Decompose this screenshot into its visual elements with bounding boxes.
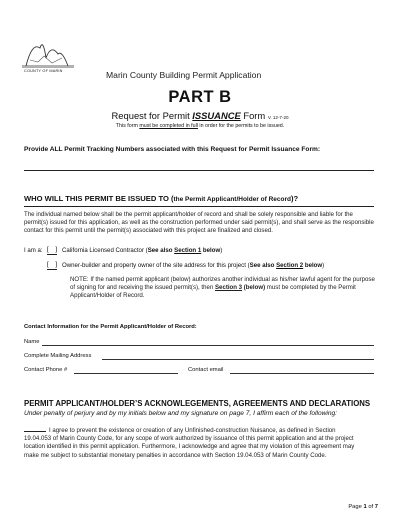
subtitle-emphasis: ISSUANCE [192,110,241,121]
who-heading-end: )? [291,194,299,203]
owner-builder-option-label [62,262,324,269]
subtitle-suffix: Form [240,110,266,121]
who-heading [24,194,298,203]
email-field[interactable] [230,373,374,374]
form-version: V. 12-7-20 [267,115,289,120]
must-prefix: This form [115,123,140,129]
who-description: The individual named below shall be the permit applicant/holder of record and shall be solely responsible and liable for the permit(s) issued for this application, as well as the construction performed under said permit(s), and shall serve as the responsible contact for this permit until the permit(s) associated with this project are finalized and closed. [24,211,374,235]
initials-field[interactable] [24,425,46,432]
option1-section-link[interactable]: Section 1 [174,247,202,254]
note-section-link[interactable]: Section 3 [214,284,243,292]
email-label: Contact email [188,367,224,373]
option2-bold: See also [249,262,277,269]
page-total: 7 [374,504,378,510]
option1-tail: below [201,247,221,254]
option2-tail: below [303,262,323,269]
completion-notice [0,123,400,129]
name-label: Name [24,339,40,345]
must-underlined: must be completed in full [139,123,198,129]
ack-heading: PERMIT APPLICANT/HOLDER’S ACKNOWLEGEMENTS, AGREEMENTS AND DECLARATIONS [24,399,371,408]
page-indicator [348,504,378,510]
contractor-option-label [62,247,222,254]
option1-text: California Licensed Contractor ( [62,247,148,254]
part-heading: PART B [168,88,232,106]
name-field[interactable] [42,345,374,346]
must-suffix: in order for the permits to be issued. [197,123,285,129]
phone-label: Contact Phone # [24,367,68,373]
tracking-prompt: Provide ALL Permit Tracking Numbers associated with this Request for Permit Issuance Form: [24,146,321,153]
note-bold: (below) [242,284,266,292]
ack-subheading: Under penalty of perjury and by my initials below and my signature on page 7, I affirm each of the following: [24,410,338,417]
agent-note [70,276,375,301]
contact-title: Contact Information for the Permit Applicant/Holder of Record: [24,324,197,330]
note-text-end: must be completed by the Permit Applicant/Holder of Record. [70,284,356,300]
who-heading-main: WHO WILL THIS PERMIT BE ISSUED TO ( [24,194,174,203]
address-field[interactable] [102,359,374,360]
owner-builder-checkbox[interactable] [47,262,57,270]
iam-label: I am a: [24,247,43,254]
ack-paragraph [24,425,364,460]
form-subtitle [0,110,400,121]
note-text: NOTE: If the named permit applicant (below) authorizes another individual as his/her lawful agent for the purpose of signing for and receiving the issued permit(s), then [70,276,375,292]
subtitle-prefix: Request for Permit [111,110,193,121]
section-divider [24,206,374,207]
option1-bold: See also [147,247,175,254]
logo-caption: COUNTY OF MARIN [24,69,63,73]
option1-end: ) [220,247,223,254]
address-label: Complete Mailing Address [24,353,92,359]
contractor-checkbox[interactable] [47,247,57,255]
ack-text: I agree to prevent the existence or creation of any Unfinished-construction Nuisance, as defined in Section 19.04.053 of Marin County Code, for any scope of work authorized by issuance of this permit application and at the project location identified in this permit application. Furthermore, I acknowledge and agree that my violation of this agreement may make me subject to substantial monetary penalties in accordance with Section 19.04.053 of Marin County Code. [24,427,355,459]
page-prefix: Page [348,504,364,510]
who-heading-paren: the Permit Applicant/Holder of Record [173,196,291,203]
option2-end: ) [322,262,325,269]
page-of: of [366,504,375,510]
option2-text: Owner-builder and property owner of the site address for this project ( [62,262,250,269]
agency-title: Marin County Building Permit Application [106,70,262,80]
tracking-number-field[interactable] [24,170,374,171]
phone-field[interactable] [74,373,178,374]
option2-section-link[interactable]: Section 2 [276,262,304,269]
county-logo [18,36,78,82]
county-seal-icon [18,36,78,82]
page-number: 1 [363,504,367,510]
